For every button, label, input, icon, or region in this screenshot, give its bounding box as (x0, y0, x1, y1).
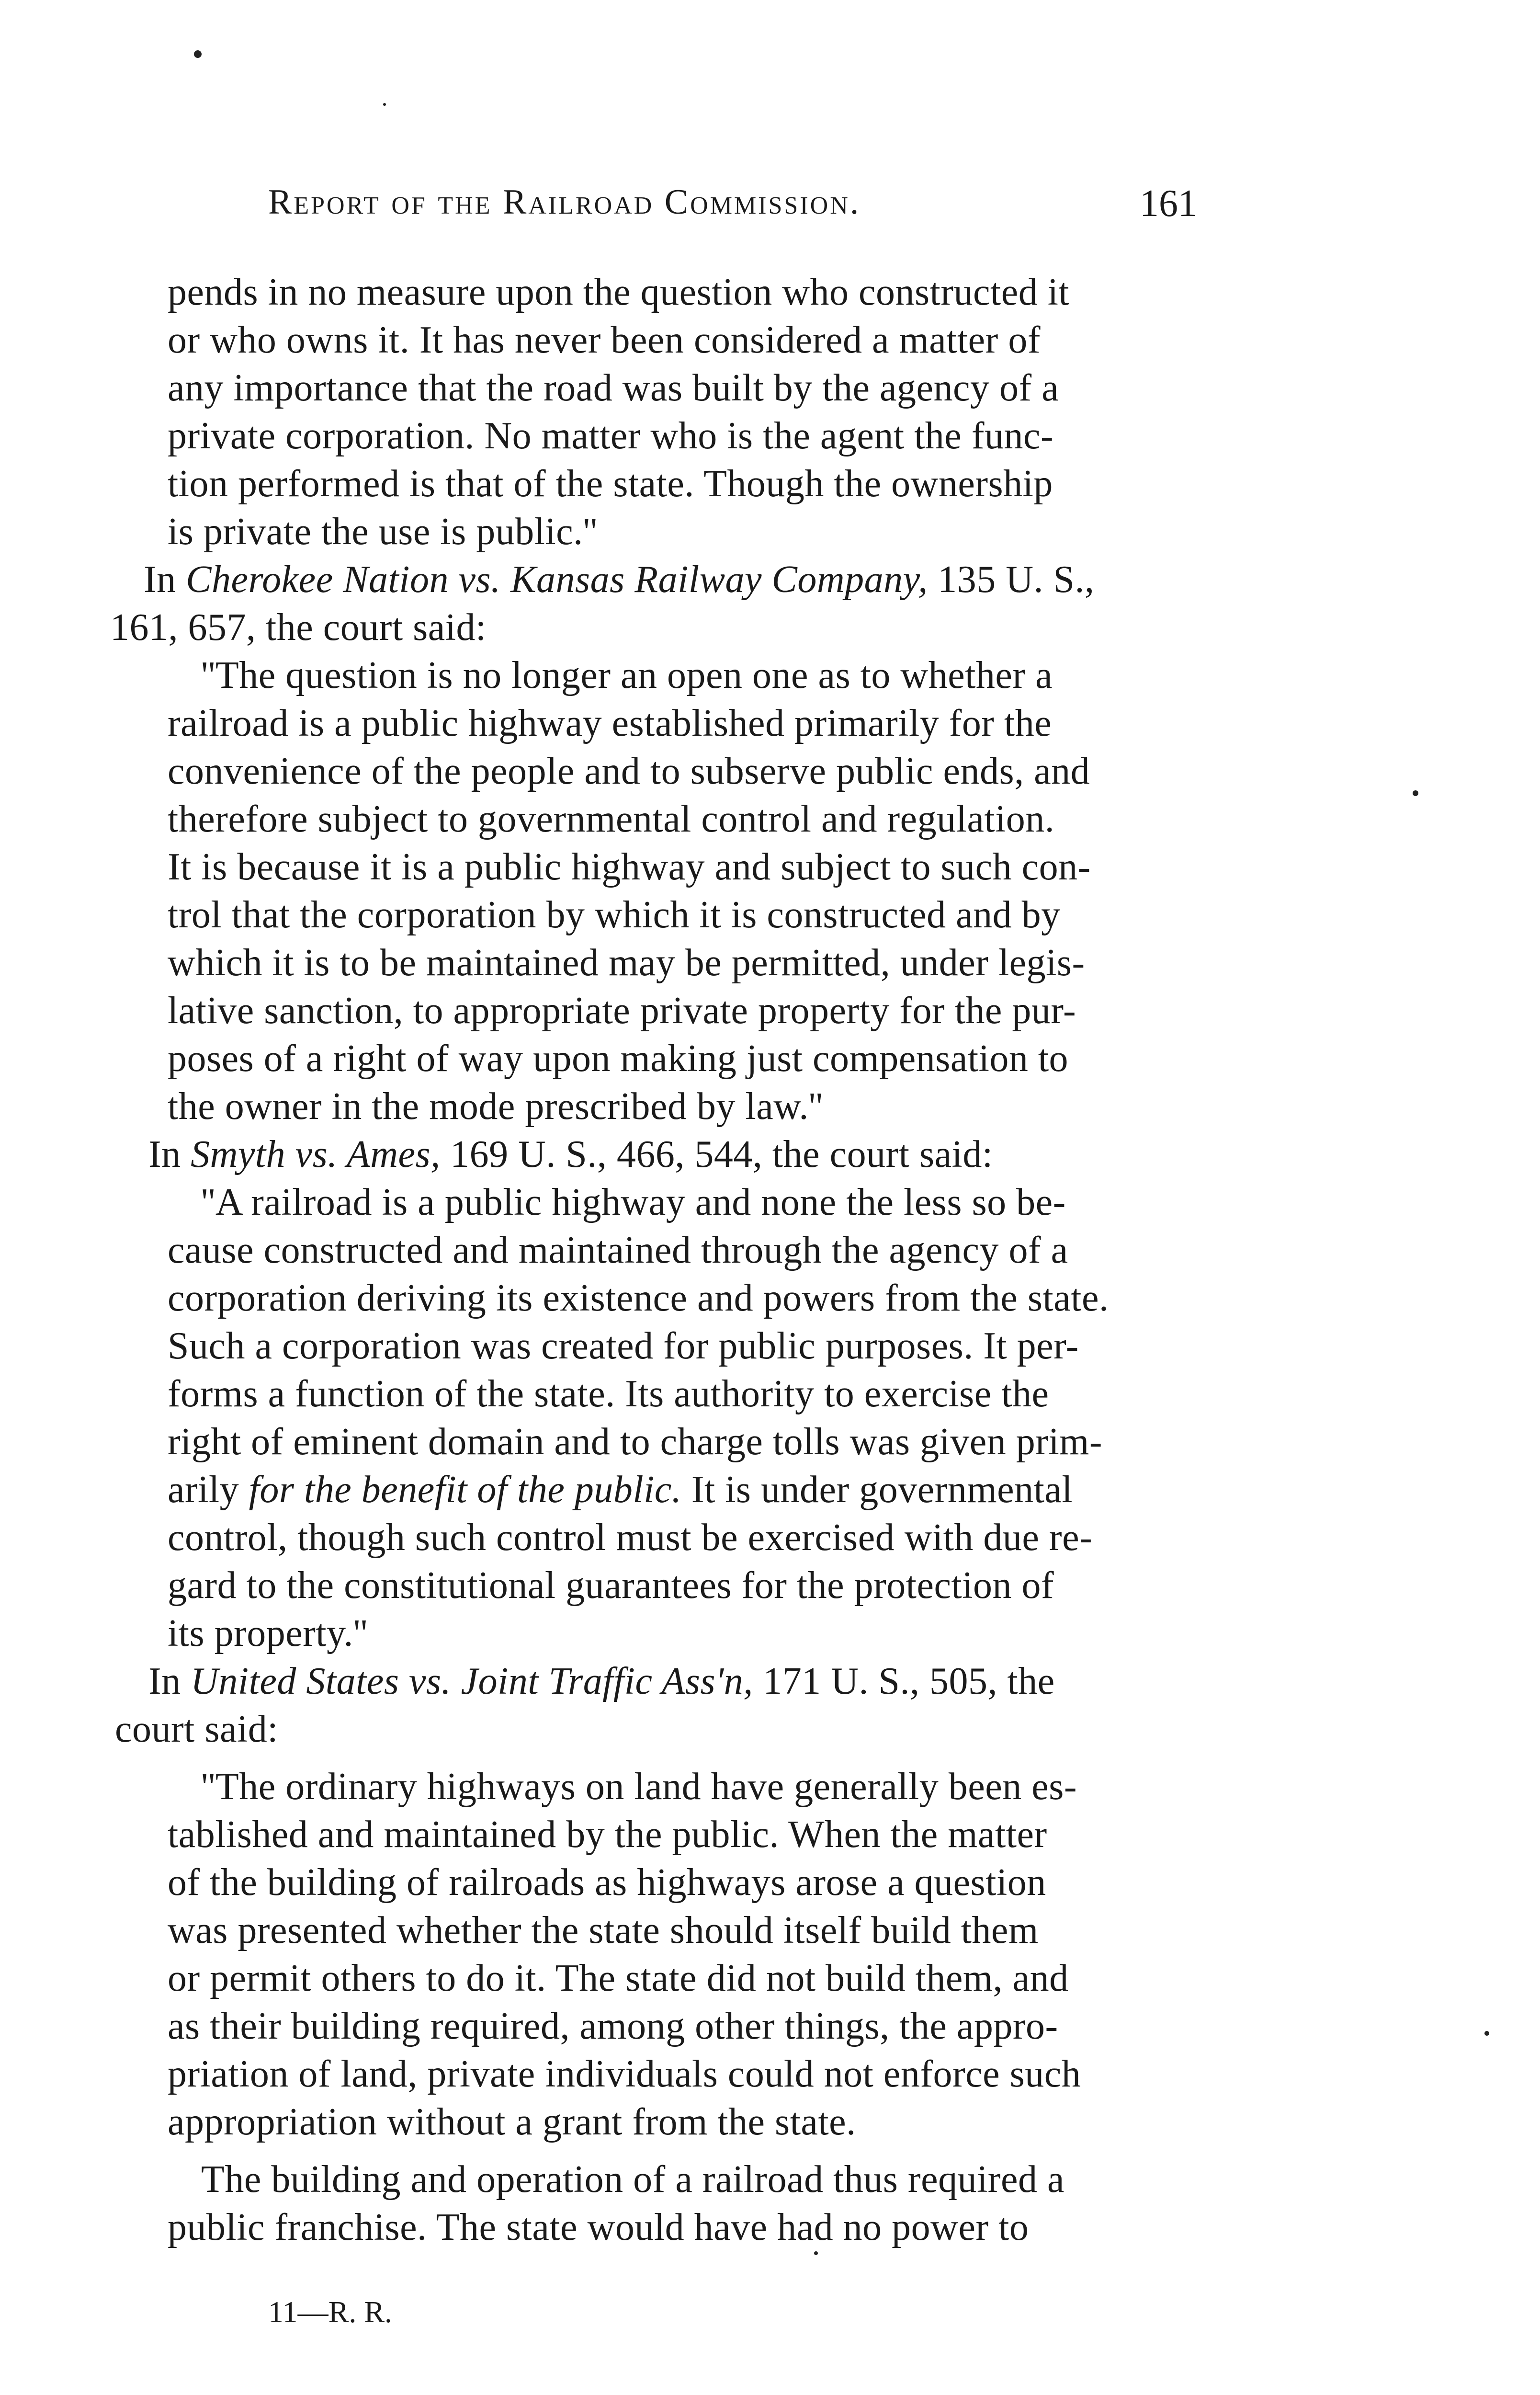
text-line: corporation deriving its existence and powers from the state. (168, 1277, 1109, 1319)
text-line: appropriation without a grant from the state. (168, 2101, 856, 2143)
case-name: Smyth vs. Ames, (191, 1133, 441, 1175)
text-line: cause constructed and maintained through the agency of a (168, 1229, 1068, 1271)
citation-line: In Cherokee Nation vs. Kansas Railway Company, 135 U. S., (144, 559, 1095, 601)
text-line: convenience of the people and to subserve public ends, and (168, 750, 1090, 792)
ink-speck (194, 50, 202, 58)
text-line: forms a function of the state. Its authority to exercise the (168, 1373, 1049, 1415)
text-line: of the building of railroads as highways arose a question (168, 1861, 1046, 1904)
text-line: tablished and maintained by the public. When the matter (168, 1813, 1047, 1856)
citation-line: In Smyth vs. Ames, 169 U. S., 466, 544, the court said: (148, 1133, 993, 1175)
text-line: right of eminent domain and to charge tolls was given prim- (168, 1421, 1103, 1463)
text-line: therefore subject to governmental control and regulation. (168, 798, 1055, 840)
text-line: 161, 657, the court said: (110, 606, 487, 649)
text-line: the owner in the mode prescribed by law.'' (168, 1085, 823, 1128)
text-line: ''The question is no longer an open one as to whether a (201, 654, 1053, 696)
text-line: Such a corporation was created for public purposes. It per- (168, 1325, 1079, 1367)
page-number: 161 (1140, 182, 1197, 225)
text-line: or who owns it. It has never been considered a matter of (168, 319, 1041, 361)
text-line: is private the use is public.'' (168, 511, 598, 553)
text-line: as their building required, among other things, the appro- (168, 2005, 1058, 2047)
ink-speck (1413, 790, 1418, 796)
text-line: arily for the benefit of the public. It is under governmental (168, 1469, 1073, 1511)
text-line: It is because it is a public highway and subject to such con- (168, 846, 1091, 888)
signature-mark: 11—R. R. (268, 2295, 392, 2329)
text-line: public franchise. The state would have had no power to (168, 2206, 1029, 2248)
ink-speck (814, 2251, 818, 2255)
text-line: its property.'' (168, 1612, 368, 1654)
text-line: The building and operation of a railroad thus required a (201, 2158, 1064, 2201)
text-line: or permit others to do it. The state did not build them, and (168, 1957, 1069, 1999)
text-line: control, though such control must be exercised with due re- (168, 1517, 1093, 1559)
text-line: pends in no measure upon the question who constructed it (168, 271, 1070, 313)
text-line: court said: (115, 1708, 278, 1750)
ink-speck (383, 103, 386, 106)
emphasis-text: for the benefit of the public. (249, 1469, 682, 1511)
text-line: railroad is a public highway established primarily for the (168, 702, 1052, 744)
text-line: ''The ordinary highways on land have generally been es- (201, 1766, 1077, 1808)
text-line: any importance that the road was built by the agency of a (168, 367, 1059, 409)
case-name: United States vs. Joint Traffic Ass'n, (191, 1660, 753, 1702)
text-line: was presented whether the state should itself build them (168, 1909, 1039, 1951)
text-line: priation of land, private individuals could not enforce such (168, 2053, 1081, 2095)
running-header: Report of the Railroad Commission. (268, 182, 861, 222)
text-line: which it is to be maintained may be permitted, under legis- (168, 942, 1085, 984)
text-line: poses of a right of way upon making just compensation to (168, 1038, 1069, 1080)
text-line: trol that the corporation by which it is constructed and by (168, 894, 1061, 936)
citation-line: In United States vs. Joint Traffic Ass'n, 171 U. S., 505, the (148, 1660, 1055, 1702)
text-line: private corporation. No matter who is the agent the func- (168, 415, 1054, 457)
ink-speck (1484, 2031, 1489, 2036)
case-name: Cherokee Nation vs. Kansas Railway Company, (186, 559, 928, 601)
text-line: ''A railroad is a public highway and none the less so be- (201, 1181, 1066, 1223)
text-line: gard to the constitutional guarantees for the protection of (168, 1564, 1054, 1607)
text-line: lative sanction, to appropriate private property for the pur- (168, 990, 1076, 1032)
text-line: tion performed is that of the state. Though the ownership (168, 463, 1053, 505)
